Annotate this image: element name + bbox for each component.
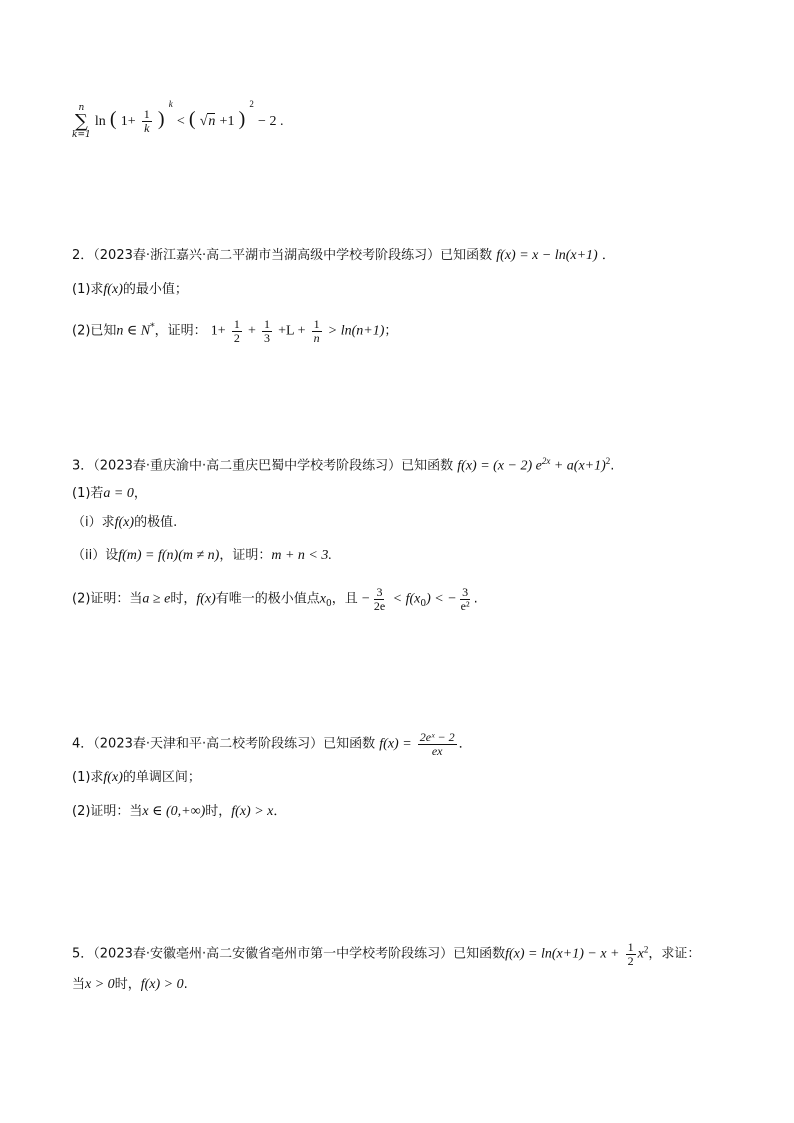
sum-upper-limit: n [78,102,85,113]
p5-func-exp: 2 [643,944,649,955]
p3-frac-2 [459,586,472,612]
p3-frac-1-den: 2e [373,598,386,613]
problem-4-part-1 [72,771,201,785]
p2-frac-1-den: 2 [233,330,240,345]
p4-q1-text: 的单调区间； [122,770,201,785]
p2-q2-text: ，证明： [154,323,207,339]
one-plus: 1+ [120,114,136,129]
p5-l2-end: . [183,977,188,992]
p3-q2-x0: x [319,591,327,607]
summation [72,104,91,140]
p4-q2-when: 时， [205,804,232,819]
p3-q2-when: 时， [170,591,197,607]
p2-end: ； [384,323,398,339]
sqrt-radicand: n [208,114,216,129]
p3-q2-func: f(x) [196,591,216,607]
p3-q2-x0-sub: 0 [326,599,332,610]
p3-ii-eq: f(m) = f(n)(m ≠ n) [118,548,220,563]
problem-3-source: 3．（2023春·重庆渝中·高二重庆巴蜀中学校考阶段练习）已知函数 [72,458,454,474]
exponent-2: 2 [249,99,254,109]
p3-q2-mid: < f(x [389,591,421,607]
problem-3-part-1 [72,487,147,501]
p4-fraction [418,731,457,757]
problem-2-part-2 [72,318,397,344]
p3-func-a: f(x) = (x − 2) e [457,458,542,474]
p3-frac-1-num: 3 [376,585,383,599]
minus-two: − 2 . [258,114,284,129]
p4-q2-end: ． [273,804,287,819]
p3-ii-ineq: m + n < 3. [271,548,332,563]
p4-q2-cond: x ∈ (0,+∞) [142,804,206,819]
p3-frac-1 [372,586,387,612]
p5-l2-prefix: 当 [72,977,86,992]
p3-frac-2-num: 3 [462,585,469,599]
sum-symbol: ∑ [74,110,88,132]
problem-3-part-2 [72,586,478,612]
p4-q2-ineq: f(x) > x [231,804,274,819]
problem-5-source: 5．（2023春·安徽亳州·高二安徽省亳州市第一中学校考阶段练习）已知函数 [72,946,506,962]
p3-end: . [610,458,615,474]
problem-5-line-2 [72,978,188,992]
problem-3-part-1-i [72,516,177,530]
ln-text: ln [94,114,106,129]
p3-q2-cond: a ≥ e [142,591,171,607]
p3-q1-prefix: (1)若 [72,486,104,501]
p3-q2-mid2: ) < − [426,591,457,607]
close-paren: ) [157,108,165,130]
p2-plus: + [247,323,256,339]
p2-frac-1-num: 1 [233,317,240,331]
problem-4-source: 4．（2023春·天津和平·高二校考阶段练习）已知函数 [72,736,376,752]
exponent-k: k [168,99,173,109]
p2-frac-2-num: 1 [264,317,271,331]
p3-q2-end: . [473,591,478,607]
p2-frac-3-num: 1 [313,317,320,331]
plus-one: +1 [219,114,235,129]
p3-func-exp2: 2 [605,456,611,466]
p2-frac-2-den: 3 [264,330,271,345]
p3-q2-text: 有唯一的极小值点 [215,591,320,607]
p5-l2-when: 时， [114,977,141,992]
problem-2-part-1 [72,283,188,297]
p4-q1-prefix: (1)求 [72,770,104,785]
p5-frac-num: 1 [627,940,634,954]
top-formula [72,100,283,140]
p4-end: ． [458,736,472,752]
p4-frac-num: 2eˣ − 2 [419,730,455,744]
p4-func-f: f(x) = [379,736,412,752]
problem-4-part-2 [72,805,286,819]
problem-2-source: 2．（2023春·浙江嘉兴·高二平湖市当湖高级中学校考阶段练习）已知函数 [72,248,493,263]
p4-q2-prefix: (2)证明：当 [72,804,143,819]
sqrt-symbol: √ [199,114,208,129]
p2-q2-prefix: (2)已知 [72,323,117,339]
problem-2-end: ． [601,248,615,263]
p5-tail: ，求证： [648,946,701,962]
p4-q1-func: f(x) [103,770,123,785]
p3-q2-and: ，且 [331,591,358,607]
p3-q2-minus: − [361,591,370,607]
p3-func-b: + a(x+1) [550,458,606,474]
p3-q2-mid-sub: 0 [420,599,427,610]
p3-q2-prefix: (2)证明：当 [72,591,143,607]
problem-3-part-1-ii [72,549,332,563]
less-than: < [176,114,185,129]
p2-frac-2 [262,318,272,344]
p5-l2-cond: x > 0 [85,977,115,992]
open-paren: ( [109,108,117,130]
p5-l2-ineq: f(x) > 0 [140,977,184,992]
p3-func-exp: 2x [541,456,551,466]
p2-dots: +L + [278,323,306,339]
p2-q2-star: * [150,322,155,333]
sum-lower-limit: k=1 [72,129,91,140]
p2-q1-text: 的最小值； [122,282,188,297]
p2-q2-one: 1+ [210,323,226,339]
p5-frac-den: 2 [627,953,634,968]
p3-ii-text: ，证明： [219,548,272,563]
p2-q1-prefix: (1)求 [72,282,104,297]
p2-q1-func: f(x) [103,282,123,297]
p2-frac-3 [312,318,322,344]
p5-fraction [626,941,636,967]
p3-q1-comma: ， [133,486,147,501]
problem-4-header [72,731,472,757]
p3-ii-prefix: （ii）设 [72,548,119,563]
p3-i-text: 的极值. [134,515,178,530]
close-paren-2: ) [238,108,246,130]
p2-tail: > ln(n+1) [327,323,385,339]
problem-5-header [72,941,700,967]
problem-2-header [72,249,615,263]
open-paren-2: ( [188,108,196,130]
fraction-1-over-k [142,108,152,134]
problem-2-function: f(x) = x − ln(x+1) [496,248,598,263]
fraction-numerator: 1 [143,107,150,122]
p3-i-prefix: （i）求 [72,515,115,530]
p3-frac-2-den: e² [460,598,470,613]
p2-q2-n: n ∈ N [116,323,151,339]
p5-func-b: x [637,946,644,962]
p4-frac-den: ex [431,743,443,758]
p2-frac-1 [232,318,242,344]
p3-q1-cond: a = 0 [103,486,134,501]
problem-3-header [72,457,614,473]
fraction-denominator: k [144,121,150,135]
p3-i-func: f(x) [114,515,135,530]
p5-func-a: f(x) = ln(x+1) − x + [505,946,620,962]
p2-frac-3-den: n [313,330,320,345]
